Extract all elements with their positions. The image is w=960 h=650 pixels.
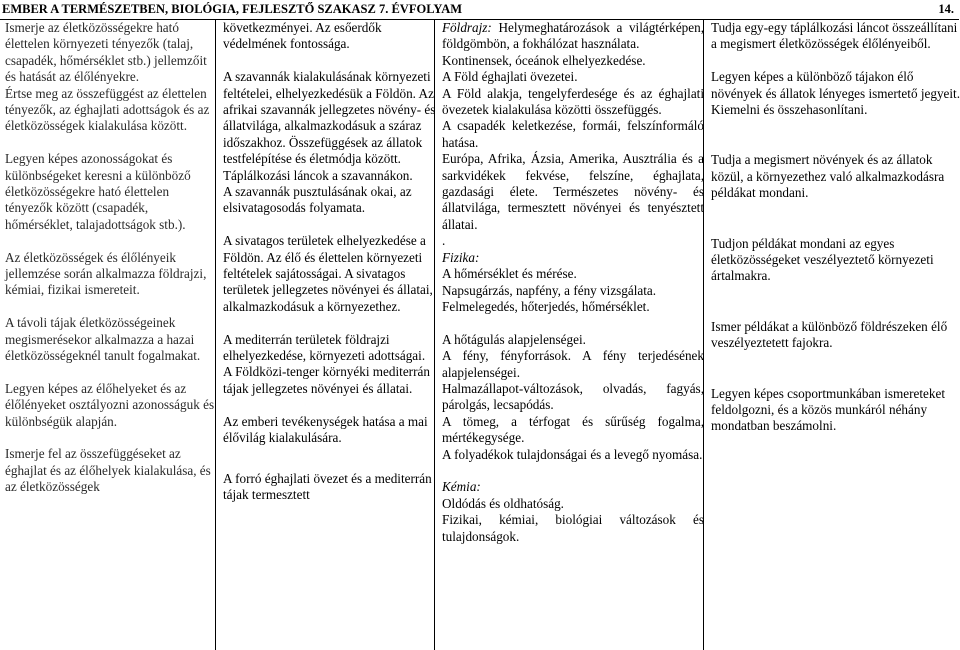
column-connections — [437, 20, 704, 650]
goal-paragraph: Az életközösségek és élőlényeik jellemzése során alkalmazza földrajzi, kémiai, fizikai ismereteit. — [5, 249, 207, 298]
connection-line: Napsugárzás, napfény, a fény vizsgálata. — [442, 282, 657, 298]
chemistry-label: Kémia: — [442, 479, 481, 495]
topic-paragraph: A szavannák kialakulásának környezeti feltételei, elhelyezkedésük a Földön. Az afrikai szavannák jellegzetes növény- és állatvilága, alkalmazkodásuk a száraz időszakhoz. Összefüggések az állatok testfelépítése és életmódja között. — [223, 69, 436, 167]
connection-line: A fény, fényforrások. A fény terjedésének alapjelenségei. — [442, 348, 704, 380]
goal-paragraph: Értse meg az összefüggést az élettelen tényezők, az éghajlati adottságok és az életközösségek kialakulása között. — [5, 85, 210, 134]
connection-line: A csapadék keletkezése, formái, felszínformáló hatása. — [442, 118, 704, 150]
page-number: 14. — [938, 2, 954, 16]
requirement-paragraph: Tudja a megismert növények és az állatok közül, a környezethez való alkalmazkodásra példákat mondani. — [711, 152, 945, 201]
document-title: EMBER A TERMÉSZETBEN, BIOLÓGIA, FEJLESZTŐ SZAKASZ 7. ÉVFOLYAM — [2, 2, 463, 16]
goal-paragraph: Legyen képes az élőhelyeket és az élőlényeket osztályozni azonosságuk és különbségük alapján. — [5, 380, 215, 429]
connection-line: Felmelegedés, hőterjedés, hőmérséklet. — [442, 298, 650, 314]
connection-line: A Föld éghajlati övezetei. — [442, 69, 578, 85]
geography-block — [442, 20, 704, 53]
requirement-paragraph: Tudja egy-egy táplálkozási láncot összeállítani a megismert életközösségek élőlényeiből. — [711, 20, 958, 52]
page-header — [0, 0, 960, 18]
requirement-paragraph: Ismer példákat a különböző földrészeken élő veszélyeztetett fajokra. — [711, 318, 948, 351]
goal-paragraph: Ismerje az életközösségekre ható élettelen környezeti tényezők (talaj, csapadék, hőmérséklet stb.) jellemzőit és hatását az élőlényekre. — [5, 20, 207, 85]
topic-paragraph: Az emberi tevékenységek hatása a mai élővilág kialakulására. — [223, 413, 428, 446]
connection-line: A tömeg, a térfogat és sűrűség fogalma, mértékegysége. — [442, 413, 704, 446]
topic-paragraph: A mediterrán területek földrajzi elhelyezkedése, környezeti adottságai. A Földközi-tenger környéki mediterrán tájak jellegzetes növényei és állatai. — [223, 331, 430, 396]
connection-line: Fizikai, kémiai, biológiai változások és tulajdonságok. — [442, 512, 704, 544]
requirement-paragraph: Legyen képes csoportmunkában ismereteket feldolgozni, és a közös munkáról néhány mondatban beszámolni. — [711, 385, 945, 434]
topic-paragraph: A szavannák pusztulásának okai, az elsivatagosodás folyamata. — [223, 184, 412, 216]
topic-paragraph: A sivatagos területek elhelyezkedése a Földön. Az élő és élettelen környezeti feltételek sajátosságai. A sivatagos területek jellegzetes növényei és állatai, alkalmazkodásuk a környezethez. — [223, 233, 433, 314]
connection-line: A folyadékok tulajdonságai és a levegő nyomása. — [442, 446, 703, 462]
geography-text: Helymeghatározások a világtérképen, földgömbön, a fokhálózat használata. — [442, 20, 704, 52]
curriculum-table — [0, 19, 959, 650]
topic-paragraph: következményei. Az esőerdők védelmének fontossága. — [223, 20, 382, 52]
goal-paragraph: A távoli tájak életközösségeinek megismerésekor alkalmazza a hazai életközösségeknél tanult fogalmakat. — [5, 315, 201, 364]
topic-paragraph: A forró éghajlati övezet és a mediterrán tájak termesztett — [223, 470, 432, 502]
connection-line: Európa, Afrika, Ázsia, Amerika, Ausztrália és a sarkvidékek fekvése, felszíne, éghajlata, gazdasági élete. Természetes növény- és állatvilága, termesztett növényei és tenyésztett állatai. — [442, 151, 704, 232]
connection-line: Kontinensek, óceánok elhelyezkedése. — [442, 52, 646, 68]
connection-line: A hőmérséklet és mérése. — [442, 266, 577, 282]
topic-paragraph: Táplálkozási láncok a szavannákon. — [223, 167, 413, 183]
goal-paragraph: Legyen képes azonosságokat és különbségeket keresni a különböző életközösségekre ható élettelen tényezők között (csapadék, hőmérséklet, talajadottságok stb.). — [5, 151, 191, 232]
geography-label: Földrajz: — [442, 20, 492, 35]
connection-line: A hőtágulás alapjelenségei. — [442, 331, 586, 347]
requirement-paragraph: Legyen képes a különböző tájakon élő növények és állatok lényeges ismertető jegyeit. Kiemelni és összehasonlítani. — [711, 69, 960, 118]
physics-label: Fizika: — [442, 249, 480, 265]
requirement-paragraph: Tudjon példákat mondani az egyes életközösségeket veszélyeztető környezeti ártalmakra. — [711, 235, 934, 284]
goal-paragraph: Ismerje fel az összefüggéseket az éghajlat és az élőhelyek kialakulása, és az életközösségek — [5, 446, 211, 495]
connection-line: Oldódás és oldhatóság. — [442, 495, 564, 511]
column-requirements — [706, 20, 960, 650]
connection-line: . — [442, 233, 446, 249]
column-topics — [218, 20, 436, 650]
column-goals — [0, 20, 217, 650]
connection-line: A Föld alakja, tengelyferdesége és az éghajlati övezetek kialakulása közötti összefüggés. — [442, 85, 704, 118]
connection-line: Halmazállapot-változások, olvadás, fagyás, párolgás, lecsapódás. — [442, 380, 704, 413]
